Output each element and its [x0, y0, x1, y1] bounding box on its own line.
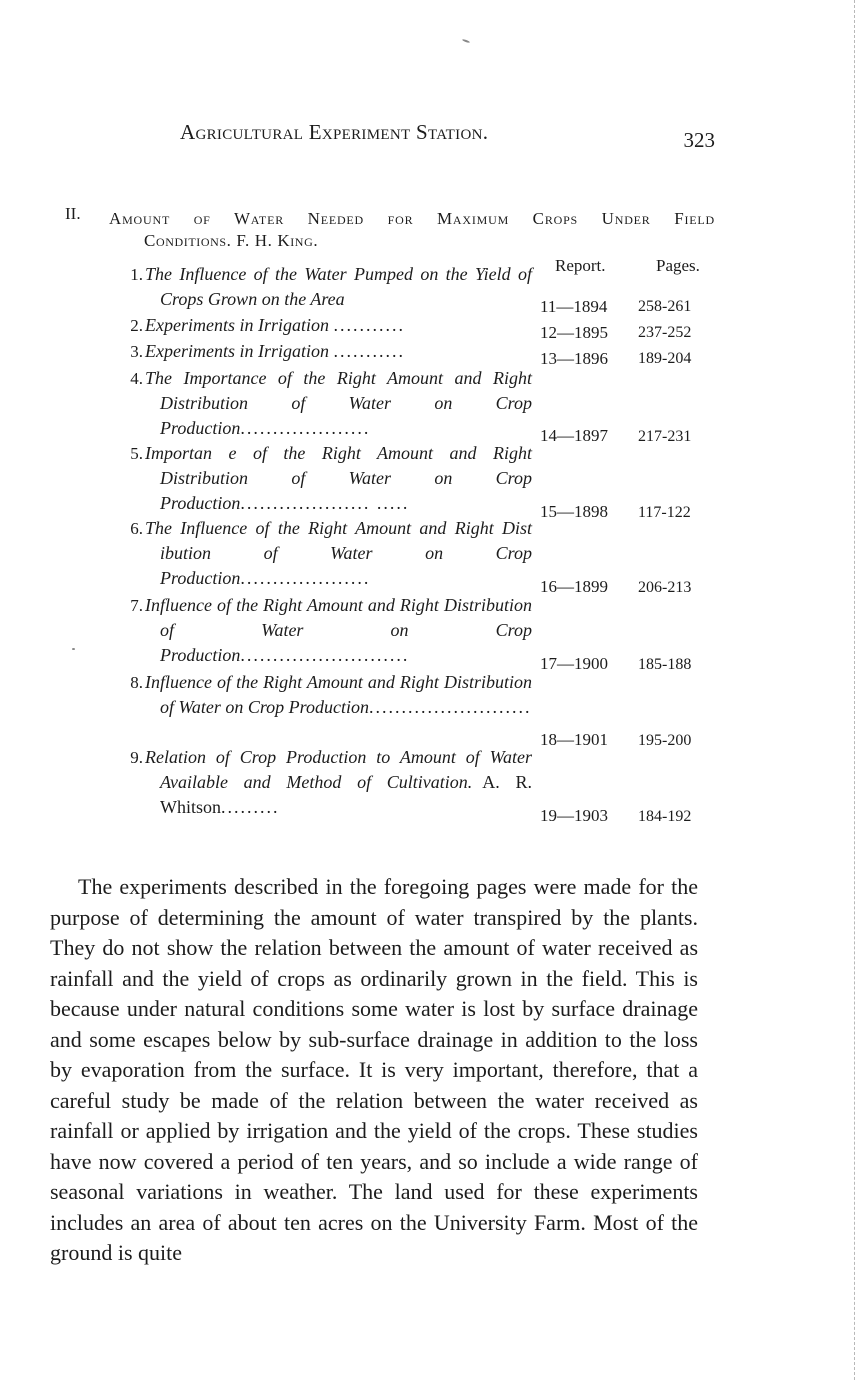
running-title: Agricultural Experiment Station.: [180, 120, 489, 144]
print-speck: [72, 648, 75, 650]
section-subtitle: Conditions. F. H. King.: [144, 231, 319, 250]
bibliography-entry: [115, 313, 715, 342]
column-header-pages: Pages.: [656, 256, 700, 275]
entry-report: 14—1897: [540, 426, 608, 445]
entry-title-text: Influence of the Right Amount and Right Distribution of Water on Crop Production: [145, 672, 532, 717]
entry-title-text: The Influence of the Water Pumped on the Yield of Crops Grown on the Area: [145, 264, 532, 309]
entry-pages: 206-213: [638, 579, 692, 596]
page-number: 323: [683, 128, 715, 152]
leader-dots: ....................: [240, 568, 371, 588]
page-header: [180, 120, 715, 154]
entry-title-text: Experiments in Irrigation: [145, 315, 329, 335]
entry-title: [145, 670, 532, 720]
entry-title: [145, 593, 532, 668]
entry-report: 12—1895: [540, 323, 608, 342]
entry-report: 15—1898: [540, 502, 608, 521]
entry-title: [145, 516, 532, 591]
entry-report: 17—1900: [540, 654, 608, 673]
entry-title-text: Influence of the Right Amount and Right Distribution of Water on Crop Production: [145, 595, 532, 665]
entry-title: [145, 441, 532, 516]
leader-dots: .........: [221, 797, 280, 817]
entry-number: 6.: [130, 519, 143, 538]
entry-title-text: The Importance of the Right Amount and Right Distribution of Water on Crop Production: [145, 368, 532, 438]
bibliography-entry: [115, 441, 715, 519]
section-number: II.: [65, 204, 81, 223]
entry-pages: 237-252: [638, 324, 692, 341]
page-edge: [853, 0, 855, 1380]
leader-dots: .........................: [369, 697, 532, 717]
bibliography-entry: [115, 745, 715, 825]
entry-title-text: Importan e of the Right Amount and Right Distribution of Water on Crop Production: [145, 443, 532, 513]
leader-dots: ...........: [333, 315, 405, 335]
entry-author: A. R. Whitson: [160, 772, 532, 817]
entry-title-text: Relation of Crop Production to Amount of Water Available and Method of Cultivation.: [145, 747, 532, 792]
column-header-report: Report.: [555, 256, 606, 275]
entry-title-text: Experiments in Irrigation: [145, 341, 329, 361]
entry-title: [145, 262, 532, 312]
entry-number: 5.: [130, 444, 143, 463]
leader-dots: ....................: [240, 418, 371, 438]
print-speck: [462, 39, 470, 44]
leader-dots: ..........................: [240, 645, 410, 665]
leader-dots: ...........: [333, 341, 405, 361]
entry-pages: 195-200: [638, 732, 692, 749]
section-title: Amount of Water Needed for Maximum Crops Under Field: [109, 209, 715, 228]
body-paragraph: The experiments described in the foregoing pages were made for the purpose of determining the amount of water transpired by the plants. They do not show the relation between the amount of water received as rainfall and the yield of crops as ordinarily grown in the field. This is because under natural conditions some water is lost by surface drainage and some escapes below by sub-surface drainage in addition to the loss by evaporation from the surface. It is very important, therefore, that a careful study be made of the relation between the water received as rainfall or applied by irrigation and the yield of the crops. These studies have now covered a period of ten years, and so include a wide range of seasonal variations in weather. The land used for these experiments includes an area of about ten acres on the University Farm. Most of the ground is quite: [50, 874, 698, 1265]
bibliography-entry: [115, 366, 715, 444]
entry-number: 3.: [130, 342, 143, 361]
entry-pages: 258-261: [638, 298, 692, 315]
leader-dots: .................... .....: [240, 493, 410, 513]
entry-number: 4.: [130, 369, 143, 388]
entry-title: [145, 366, 532, 441]
entry-pages: 184-192: [638, 808, 692, 825]
bibliography-entry: [115, 516, 715, 594]
entry-report: 13—1896: [540, 349, 608, 368]
entry-number: 1.: [130, 265, 143, 284]
entry-report: 16—1899: [540, 577, 608, 596]
entry-title-text: The Influence of the Right Amount and Right Dist ibution of Water on Crop Production: [145, 518, 532, 588]
entry-number: 7.: [130, 596, 143, 615]
entry-report: 18—1901: [540, 730, 608, 749]
entry-report: 11—1894: [540, 297, 608, 316]
entry-pages: 189-204: [638, 350, 692, 367]
entry-number: 9.: [130, 748, 143, 767]
entry-pages: 117-122: [638, 504, 691, 521]
entry-pages: 217-231: [638, 428, 692, 445]
entry-title: [145, 339, 532, 364]
entry-title: [145, 745, 532, 820]
entry-title: [145, 313, 532, 338]
entry-pages: 185-188: [638, 656, 692, 673]
bibliography-entry: [115, 593, 715, 671]
entry-number: 8.: [130, 673, 143, 692]
bibliography-entry: [115, 670, 715, 748]
entry-report: 19—1903: [540, 806, 608, 825]
entry-number: 2.: [130, 316, 143, 335]
bibliography-entry: [115, 339, 715, 368]
